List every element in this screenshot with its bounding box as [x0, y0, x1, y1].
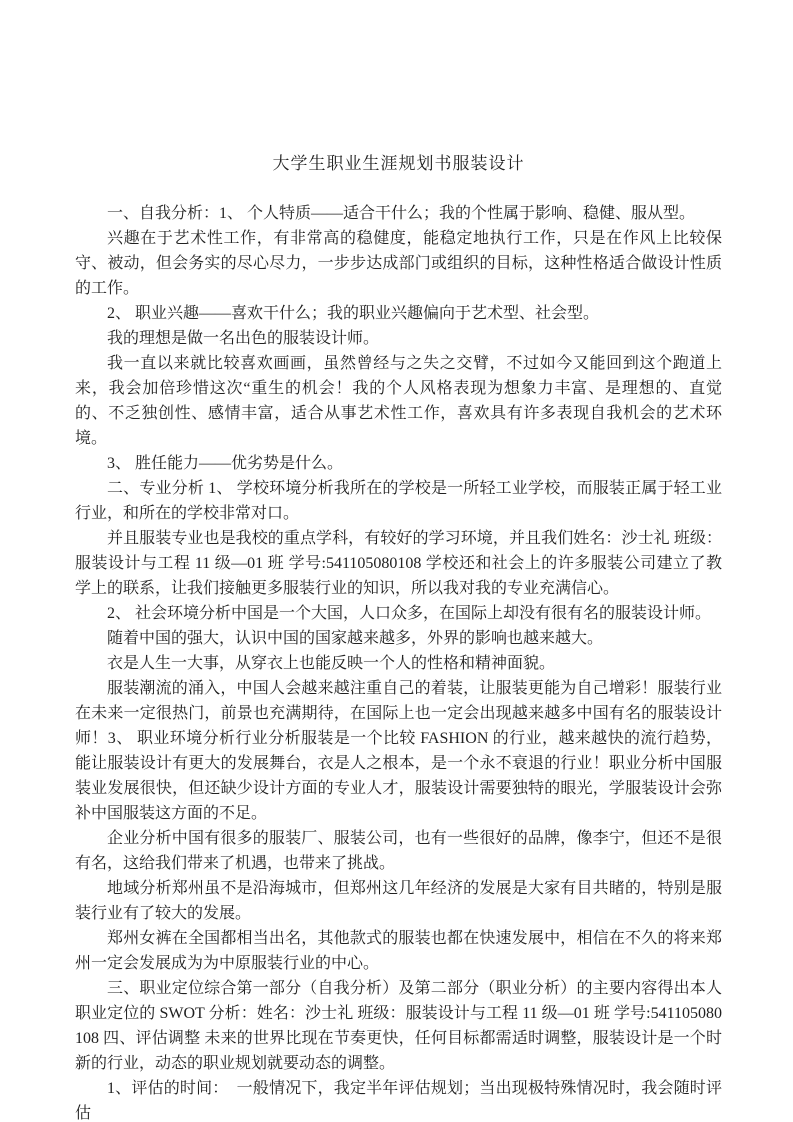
paragraph: 服装潮流的涌入，中国人会越来越注重自己的着装，让服装更能为自己增彩！服装行业在未来一定很热门，前景也充满期待，在国际上也一定会出现越来越多中国有名的服装设计师！3、 职业环境分析行业分析服装是一个比较 FASHION 的行业，越来越快的流行趋势，能让服装设计有更大的发展舞台，衣是人之根本，是一个永不衰退的行业！职业分析中国服装业发展很快，但还缺少设计方面的专业人才，服装设计需要独特的眼光，学服装设计会弥补中国服装这方面的不足。: [75, 680, 722, 822]
paragraph: 地域分析郑州虽不是沿海城市，但郑州这几年经济的发展是大家有目共睹的，特别是服装行业有了较大的发展。: [75, 880, 722, 922]
paragraph: 我的理想是做一名出色的服装设计师。: [107, 330, 380, 347]
paragraph: 三、职业定位综合第一部分（自我分析）及第二部分（职业分析）的主要内容得出本人职业定位的 SWOT 分析：姓名：沙士礼 班级：服装设计与工程 11 级—01 班 学号:541105080108 四、评估调整 未来的世界比现在节奏更快，任何目标都需适时调整，服装设计是一个时新的行业，动态的职业规划就要动态的调整。: [75, 980, 722, 1072]
paragraph: 企业分析中国有很多的服装厂、服装公司，也有一些很好的品牌，像李宁，但还不是很有名，这给我们带来了机遇，也带来了挑战。: [75, 830, 722, 872]
paragraph: 二、专业分析 1、 学校环境分析我所在的学校是一所轻工业学校，而服装正属于轻工业行业，和所在的学校非常对口。: [75, 480, 722, 522]
paragraph: 衣是人生一大事，从穿衣上也能反映一个人的性格和精神面貌。: [107, 655, 556, 672]
paragraph: 2、 职业兴趣——喜欢干什么；我的职业兴趣偏向于艺术型、社会型。: [107, 305, 600, 322]
paragraph: 2、 社会环境分析中国是一个大国，人口众多，在国际上却没有很有名的服装设计师。: [107, 605, 712, 622]
paragraph: 并且服装专业也是我校的重点学科，有较好的学习环境，并且我们姓名：沙士礼 班级：服装设计与工程 11 级—01 班 学号:541105080108 学校还和社会上的许多服装公司建立了教学上的联系，让我们接触更多服装行业的知识，所以我对我的专业充满信心。: [75, 530, 722, 597]
paragraph: 一、自我分析：1、 个人特质——适合干什么；我的个性属于影响、稳健、服从型。: [107, 205, 696, 222]
paragraph: 随着中国的强大，认识中国的国家越来越多，外界的影响也越来越大。: [107, 630, 604, 647]
paragraph: 1、评估的时间： 一般情况下，我定半年评估规划；当出现极特殊情况时，我会随时评估: [75, 1080, 722, 1122]
document-title: 大学生职业生涯规划书服装设计: [272, 154, 525, 173]
document-body: [75, 201, 722, 1122]
paragraph: 兴趣在于艺术性工作，有非常高的稳健度，能稳定地执行工作，只是在作风上比较保守、被动，但会务实的尽心尽力，一步步达成部门或组织的目标，这种性格适合做设计性质的工作。: [75, 230, 722, 297]
paragraph: 我一直以来就比较喜欢画画，虽然曾经与之失之交臂，不过如今又能回到这个跑道上来，我会加倍珍惜这次“重生的机会！我的个人风格表现为想象力丰富、是理想的、直觉的、不乏独创性、感情丰富，适合从事艺术性工作，喜欢具有许多表现自我机会的艺术环境。: [75, 355, 722, 447]
paragraph: 3、 胜任能力——优劣势是什么。: [107, 455, 344, 472]
paragraph: 郑州女裤在全国都相当出名，其他款式的服装也都在快速发展中，相信在不久的将来郑州一定会发展成为为中原服装行业的中心。: [75, 930, 722, 972]
